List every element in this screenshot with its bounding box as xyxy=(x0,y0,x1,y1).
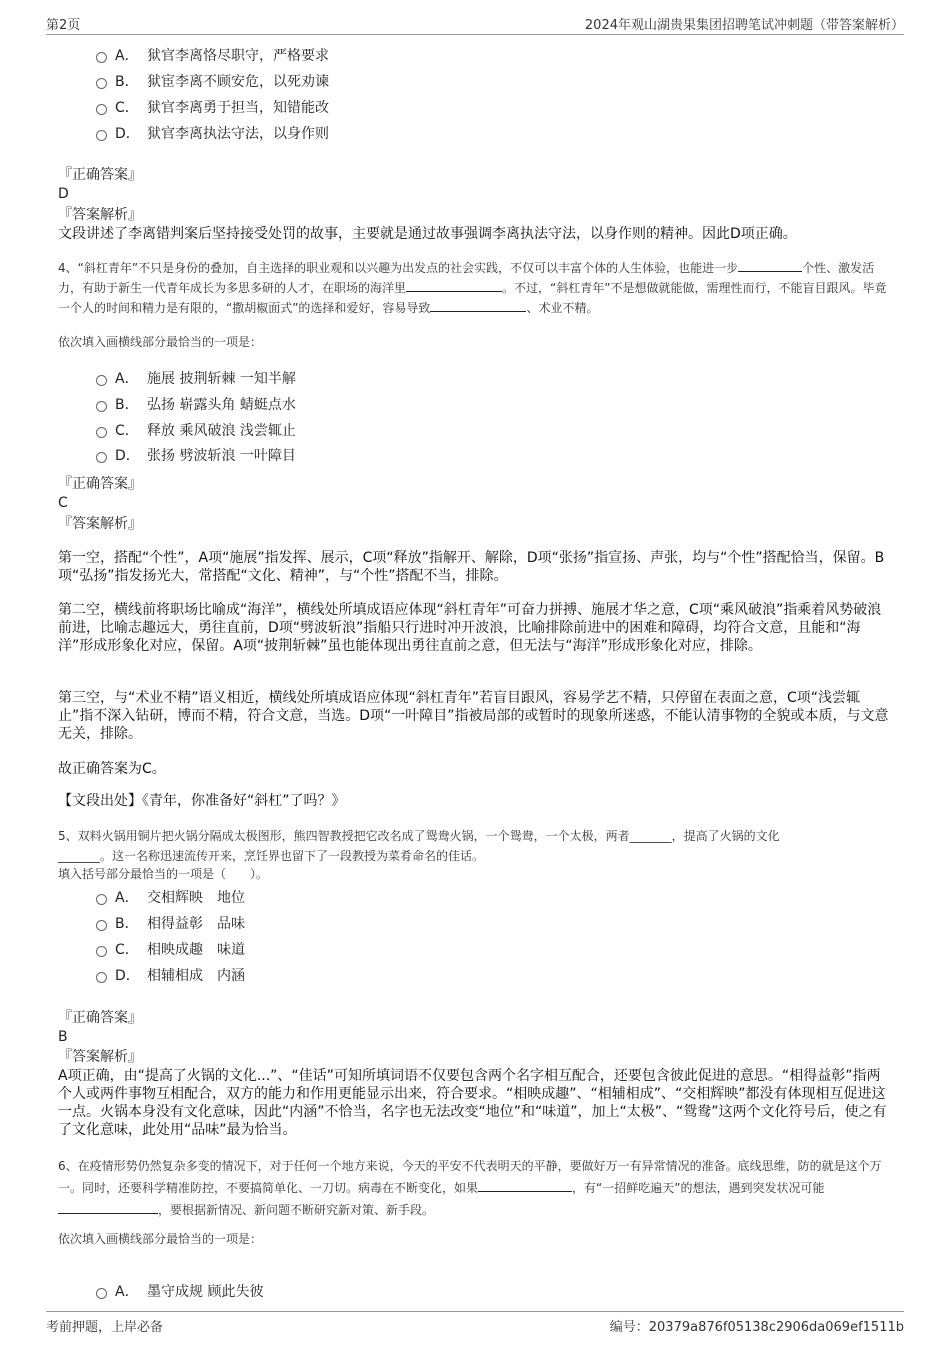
answer-label: 『正确答案』 xyxy=(58,476,142,492)
footer-slogan: 考前押题，上岸必备 xyxy=(46,1320,164,1335)
q3-option-b[interactable]: B． 狱宦李离不顾安危，以死劝谏 xyxy=(96,72,329,92)
radio-icon[interactable] xyxy=(96,401,107,412)
correct-answer: C xyxy=(58,495,68,511)
q4-option-a[interactable]: A． 施展 披荆斩棘 一知半解 xyxy=(96,369,296,389)
radio-icon[interactable] xyxy=(96,427,107,438)
q4-option-d[interactable]: D． 张扬 劈波斩浪 一叶障目 xyxy=(96,446,296,466)
q3-option-c[interactable]: C． 狱官李离勇于担当，知错能改 xyxy=(96,98,329,118)
blank-1 xyxy=(478,1179,572,1192)
radio-icon[interactable] xyxy=(96,920,107,931)
analysis-text: 文段讲述了李离错判案后坚持接受处罚的故事，主要就是通过故事强调李离执法守法，以身作则的精神。因此D项正确。 xyxy=(58,226,797,242)
page-header xyxy=(46,14,904,35)
analysis-label: 『答案解析』 xyxy=(58,207,142,223)
analysis-paragraph-1: 第一空，搭配“个性”，A项“施展”指发挥、展示，C项“释放”指解开、解除，D项“张扬”指宣扬、声张，均与“个性”搭配恰当，保留。B项“弘扬”指发扬光大，常搭配“文化、精神”，与“个性”搭配不当，排除。 xyxy=(58,550,885,584)
conclusion: 故正确答案为C。 xyxy=(58,761,166,777)
radio-icon[interactable] xyxy=(96,130,107,141)
radio-icon[interactable] xyxy=(96,1288,107,1299)
question-6-stem: 6、在疫情形势仍然复杂多变的情况下，对于任何一个地方来说，今天的平安不代表明天的平静，要做好万一有异常情况的准备。底线思维，防的就是这个万一。同时，还要科学精准防控，不要搞简单化、一刀切。病毒在不断变化，如果 ，有“一招鲜吃遍天”的想法，遇到突发状况可能，要根据新情况、新问题不断研究新对策、新手段。 xyxy=(58,1159,882,1217)
blank-3 xyxy=(430,299,526,312)
q4-option-b[interactable]: B． 弘扬 崭露头角 蜻蜓点水 xyxy=(96,395,296,415)
q5-option-a[interactable]: A． 交相辉映 地位 xyxy=(96,888,245,908)
radio-icon[interactable] xyxy=(96,375,107,386)
question-prompt: 依次填入画横线部分最恰当的一项是： xyxy=(58,1232,263,1246)
q4-option-c[interactable]: C． 释放 乘风破浪 浅尝辄止 xyxy=(96,421,296,441)
radio-icon[interactable] xyxy=(96,78,107,89)
radio-icon[interactable] xyxy=(96,946,107,957)
radio-icon[interactable] xyxy=(96,52,107,63)
blank-2 xyxy=(58,1201,158,1214)
q3-option-a[interactable]: A． 狱官李离恪尽职守，严格要求 xyxy=(96,46,329,66)
question-prompt: 依次填入画横线部分最恰当的一项是： xyxy=(58,335,263,349)
correct-answer: D xyxy=(58,186,69,202)
answer-label: 『正确答案』 xyxy=(58,1010,142,1026)
source-citation: 【文段出处】《青年，你准备好“斜杠”了吗？》 xyxy=(58,793,346,809)
radio-icon[interactable] xyxy=(96,452,107,463)
q5-option-c[interactable]: C． 相映成趣 味道 xyxy=(96,940,245,960)
page-footer xyxy=(46,1311,904,1336)
q5-option-d[interactable]: D． 相辅相成 内涵 xyxy=(96,966,245,986)
question-prompt: 填入括号部分最恰当的一项是（ ）。 xyxy=(58,867,269,881)
question-5-stem: 5、双料火锅用铜片把火锅分隔成太极图形，熊四智教授把它改名成了鸳鸯火锅，一个鸳鸯，一个太极，两者_______，提高了火锅的文化 _______。这一名称迅速流传开来，烹饪界也留下了一段教授为菜肴命名的佳话。 xyxy=(58,829,780,863)
analysis-paragraph-3: 第三空，与“术业不精”语义相近，横线处所填成语应体现“斜杠青年”若盲目跟风，容易学艺不精，只停留在表面之意，C项“浅尝辄止”指不深入钻研，博而不精，符合文意，当选。D项“一叶障目”指被局部的或暂时的现象所迷惑，不能认清事物的全貌或本质，与文意无关，排除。 xyxy=(58,690,889,742)
analysis-label: 『答案解析』 xyxy=(58,516,142,532)
q6-option-a[interactable]: A． 墨守成规 顾此失彼 xyxy=(96,1282,263,1302)
q3-option-d[interactable]: D． 狱官李离执法守法，以身作则 xyxy=(96,124,329,144)
document-title: 2024年观山湖贵果集团招聘笔试冲刺题（带答案解析） xyxy=(584,18,904,33)
correct-answer: B xyxy=(58,1029,68,1045)
analysis-text: A项正确，由“提高了火锅的文化...”、“佳话”可知所填词语不仅要包含两个名字相互配合，还要包含彼此促进的意思。“相得益彰”指两个人或两件事物互相配合，双方的能力和作用更能显示出来，符合要求。“相映成趣”、“相辅相成”、“交相辉映”都没有体现相互促进这一点。火锅本身没有文化意味，因此“内涵”不恰当，名字也无法改变“地位”和“味道”，加上“太极”、“鸳鸯”这两个文化符号后，使之有了文化意味，此处用“品味”最为恰当。 xyxy=(58,1068,887,1138)
radio-icon[interactable] xyxy=(96,972,107,983)
q5-option-b[interactable]: B． 相得益彰 品味 xyxy=(96,914,245,934)
analysis-paragraph-2: 第二空，横线前将职场比喻成“海洋”，横线处所填成语应体现“斜杠青年”可奋力拼搏、施展才华之意，C项“乘风破浪”指乘着风势破浪前进，比喻志趣远大，勇往直前，D项“劈波斩浪”指船只行进时冲开波浪，比喻排除前进中的困难和障碍，均符合文意，且能和“海洋”形成形象化对应，保留。A项“披荆斩棘”虽也能体现出勇往直前之意，但无法与“海洋”形成形象化对应，排除。 xyxy=(58,602,882,654)
blank-2 xyxy=(406,279,502,292)
analysis-label: 『答案解析』 xyxy=(58,1049,142,1065)
page-number: 第2页 xyxy=(46,18,81,33)
radio-icon[interactable] xyxy=(96,894,107,905)
document-code: 编号：20379a876f05138c2906da069ef1511b xyxy=(609,1320,904,1335)
question-4-stem: 4、“斜杠青年”不只是身份的叠加，自主选择的职业观和以兴趣为出发点的社会实践，不仅可以丰富个体的人生体验，也能进一步 个性、激发活力，有助于新生一代青年成长为多思多研的人才，在职场的海洋里 。不过，“斜杠青年”不是想做就能做，需理性而行，不能盲目跟风。毕竟一个人的时间和精力是有限的，“撒胡椒面式”的选择和爱好，容易导致 、术业不精。 xyxy=(58,261,887,315)
radio-icon[interactable] xyxy=(96,104,107,115)
blank-1 xyxy=(738,259,802,272)
answer-label: 『正确答案』 xyxy=(58,167,142,183)
